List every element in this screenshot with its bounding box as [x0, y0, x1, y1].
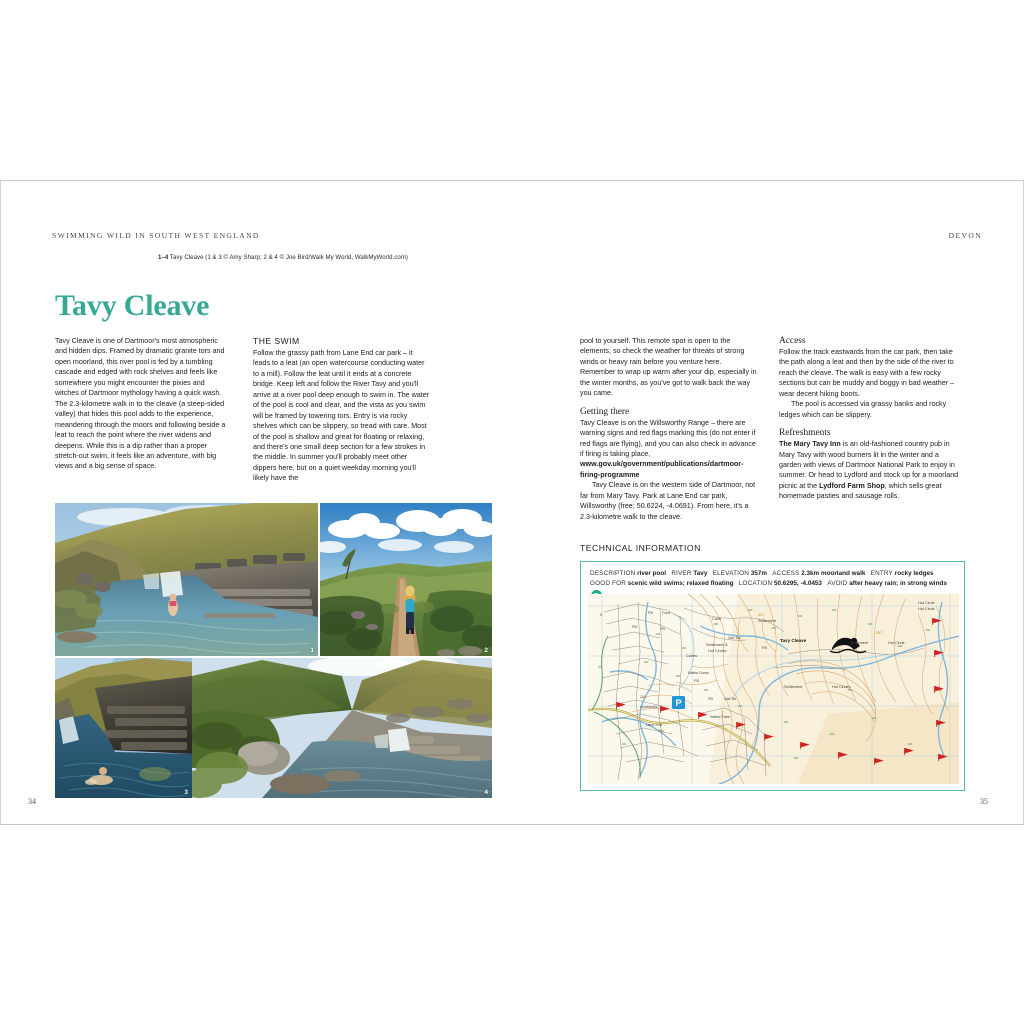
tech-value-river: Tavy	[693, 570, 708, 577]
page-title: Tavy Cleave	[55, 289, 210, 322]
svg-text:Cairns: Cairns	[686, 654, 697, 658]
tech-value-good-for: scenic wild swims; relaxed floating	[627, 579, 734, 587]
getting-there-text: Tavy Cleave is on the Willsworthy Range – there are warning signs and red flags marking this (do not enter if red flags are flying), and you can also check in advance if firing is taking place,	[580, 418, 756, 459]
tech-value-access: 2.3km moorland walk	[801, 570, 866, 577]
svg-text:Ger Tor: Ger Tor	[728, 636, 741, 640]
the-swim-paragraph-part1: Follow the grassy path from Lane End car park – it leads to a leat (an open watercourse conducting water to a mill). Follow the leat until it ends at a concrete bridge. Keep left and follow the River Tavy and you'll arrive at a river pool deep enough to swim in. The water of the pool is cool and clear, and the vista as you swim will be framed by towering tors. Entry is via rocky shelves which can be slippery, so tread with care. Most of the pool is shallow and great for floating or relaxing, and there's one small deep section for a few strokes in the middle. In summer you'll probably meet other dippers here, but on a quiet weekday morning you'll likely have the	[253, 348, 430, 483]
page-left	[0, 181, 512, 825]
tech-value-entry: rocky ledges	[894, 570, 934, 577]
svg-text:10: 10	[598, 665, 603, 669]
book-spread	[0, 180, 1024, 825]
photo-2-number: 2	[484, 647, 488, 654]
svg-text:Tavy Cleave: Tavy Cleave	[780, 638, 807, 643]
photo-3	[55, 658, 192, 798]
svg-text:Hut Circle: Hut Circle	[918, 607, 935, 611]
intro-paragraph: Tavy Cleave is one of Dartmoor's most atmospheric and hidden dips. Framed by dramatic granite tors and open moorland, this river pool is fed by a tumbling cascade and edged with rock shelves and feels like somewhere you might encounter the pixies and witches of Dartmoor mythology having a quick wash. The 2.3-kilometre walk in to the cleave (a steep-sided valley) that hides this pool adds to the experience, meandering through the moors and following beside a leat to reach the point where the river widens and deepens. While this is a dip rather than a proper stretch-out swim, it feels like an adventure, with big views and a big sense of space.	[55, 337, 226, 471]
refreshments-text-a: is an old-fashioned country pub in Mary Tavy with wood burners lit in the winter and a garden with views of Dartmoor National Park to enjoy in summer. Or head to Lydford and stock up for a moorland picnic at the	[779, 440, 959, 490]
tech-key-avoid: AVOID	[827, 579, 848, 587]
svg-text:FB: FB	[762, 646, 767, 650]
tech-field-avoid	[827, 580, 947, 587]
svg-text:386: 386	[658, 729, 665, 733]
tech-key-elevation: ELEVATION	[712, 570, 749, 577]
body-column-2	[253, 336, 430, 492]
running-head-left: SWIMMING WILD IN SOUTH WEST ENGLAND	[52, 231, 260, 240]
refreshments-paragraph	[779, 439, 961, 502]
photo-4-number: 4	[484, 789, 488, 796]
access-paragraph-1: Follow the track eastwards from the car park, then take the path along a leat and then by the side of the river to reach the cleave. The walk is easy with a few rocky sections but can be muddy and boggy in bad weather – wear decent hiking boots.	[779, 347, 955, 398]
firing-programme-url[interactable]: www.gov.uk/government/publications/dartmoor-firing-programme	[580, 460, 744, 479]
svg-text:447: 447	[758, 613, 765, 617]
photo-1-number: 1	[310, 647, 314, 654]
svg-text:Lovelands: Lovelands	[640, 705, 658, 709]
svg-text:FB: FB	[632, 625, 637, 629]
tech-value-location: 50.6295, -4.0453	[773, 579, 822, 587]
tech-field-description	[590, 570, 668, 577]
caption-range: 1–4	[158, 254, 169, 261]
svg-text:FB: FB	[708, 697, 713, 701]
svg-text:FB: FB	[694, 679, 699, 683]
tech-key-river: RIVER	[671, 570, 692, 577]
getting-there-paragraph-2: Tavy Cleave is on the western side of Dartmoor, not far from Mary Tavy. Park at Lane End car park, Willsworthy (free; 50.6224, -4.0691). From here, it's a 2.3-kilometre walk to the cleave.	[580, 481, 756, 521]
refreshments-heading: Refreshments	[779, 428, 831, 439]
photo-credit-caption	[158, 254, 408, 261]
tech-value-description: river pool	[637, 570, 667, 577]
svg-text:FB: FB	[660, 627, 665, 631]
photo-2	[320, 503, 492, 656]
photo-4	[192, 658, 492, 798]
lydford-farm-shop-name: Lydford Farm Shop	[819, 481, 885, 490]
caption-text: Tavy Cleave (1 & 3 © Amy Sharp; 2 & 4 © Joe Bird/Walk My World, WalkMyWorld.com)	[169, 254, 408, 261]
access-paragraph-2: The pool is accessed via grassy banks and rocky ledges which can be slippery.	[779, 400, 947, 419]
getting-there-paragraph-1	[580, 418, 758, 481]
svg-text:367: 367	[876, 631, 883, 635]
svg-text:Hut Circle: Hut Circle	[918, 601, 935, 605]
location-map[interactable]	[588, 594, 959, 784]
tech-key-good-for: GOOD FOR	[590, 579, 626, 587]
the-swim-heading: THE SWIM	[253, 336, 300, 346]
getting-there-heading: Getting there	[580, 406, 630, 417]
svg-text:Nattor Down: Nattor Down	[688, 671, 710, 675]
tech-field-river	[671, 570, 709, 577]
tech-value-elevation: 357m	[750, 570, 767, 577]
svg-text:Hut Circle: Hut Circle	[888, 641, 905, 645]
tech-field-elevation	[713, 570, 769, 577]
body-column-4	[779, 336, 961, 510]
svg-text:Settlement: Settlement	[758, 619, 777, 623]
refreshments-text-b: , which sells great homemade pasties and sausage rolls.	[779, 481, 942, 501]
tech-field-entry	[871, 570, 936, 577]
tech-field-location	[739, 580, 824, 587]
tech-key-access: ACCESS	[772, 570, 800, 577]
body-column-1	[55, 336, 230, 480]
svg-text:254: 254	[640, 695, 647, 699]
svg-text:Lane End: Lane End	[646, 723, 663, 727]
svg-text:FB: FB	[648, 611, 653, 615]
photo-grid	[55, 503, 492, 798]
running-head-right: DEVON	[948, 231, 982, 240]
access-heading: Access	[779, 336, 806, 346]
tech-key-location: LOCATION	[738, 579, 773, 587]
svg-text:Cairn: Cairn	[712, 617, 722, 621]
svg-text:Hut Circles: Hut Circles	[708, 649, 727, 653]
tech-key-description: DESCRIPTION	[590, 570, 636, 577]
svg-text:Settlement: Settlement	[784, 685, 803, 689]
map-parking-marker	[672, 696, 685, 709]
technical-information-heading: TECHNICAL INFORMATION	[580, 543, 701, 553]
mary-tavy-inn-name: The Mary Tavy Inn	[779, 440, 841, 449]
svg-text:B: B	[600, 613, 603, 617]
photo-1	[55, 503, 318, 656]
tech-field-good-for	[590, 580, 735, 587]
svg-text:Nat Tor: Nat Tor	[724, 697, 737, 701]
tech-value-avoid: after heavy rain; in strong winds	[849, 579, 947, 587]
svg-text:P: P	[675, 698, 682, 709]
svg-text:Nattor Farm: Nattor Farm	[710, 715, 731, 719]
tech-field-access	[772, 570, 867, 577]
technical-information-box	[580, 561, 965, 791]
svg-text:Ford: Ford	[662, 611, 670, 615]
svg-text:Settlement: Settlement	[850, 641, 869, 645]
photo-3-number: 3	[184, 789, 188, 796]
svg-text:Settlement &: Settlement &	[706, 643, 728, 647]
the-swim-paragraph-part2: pool to yourself. This remote spot is open to the elements, so check the weather for threats of strong winds or heavy rain before you venture here. Remember to wrap up warm after your dip, especially in the winter months, as you've got to walk back the way you came.	[580, 337, 757, 398]
tech-key-entry: ENTRY	[870, 570, 893, 577]
svg-text:Hut Circles: Hut Circles	[832, 685, 851, 689]
page-number-right: 35	[980, 797, 988, 806]
body-column-3	[580, 336, 758, 530]
page-number-left: 34	[28, 797, 36, 806]
